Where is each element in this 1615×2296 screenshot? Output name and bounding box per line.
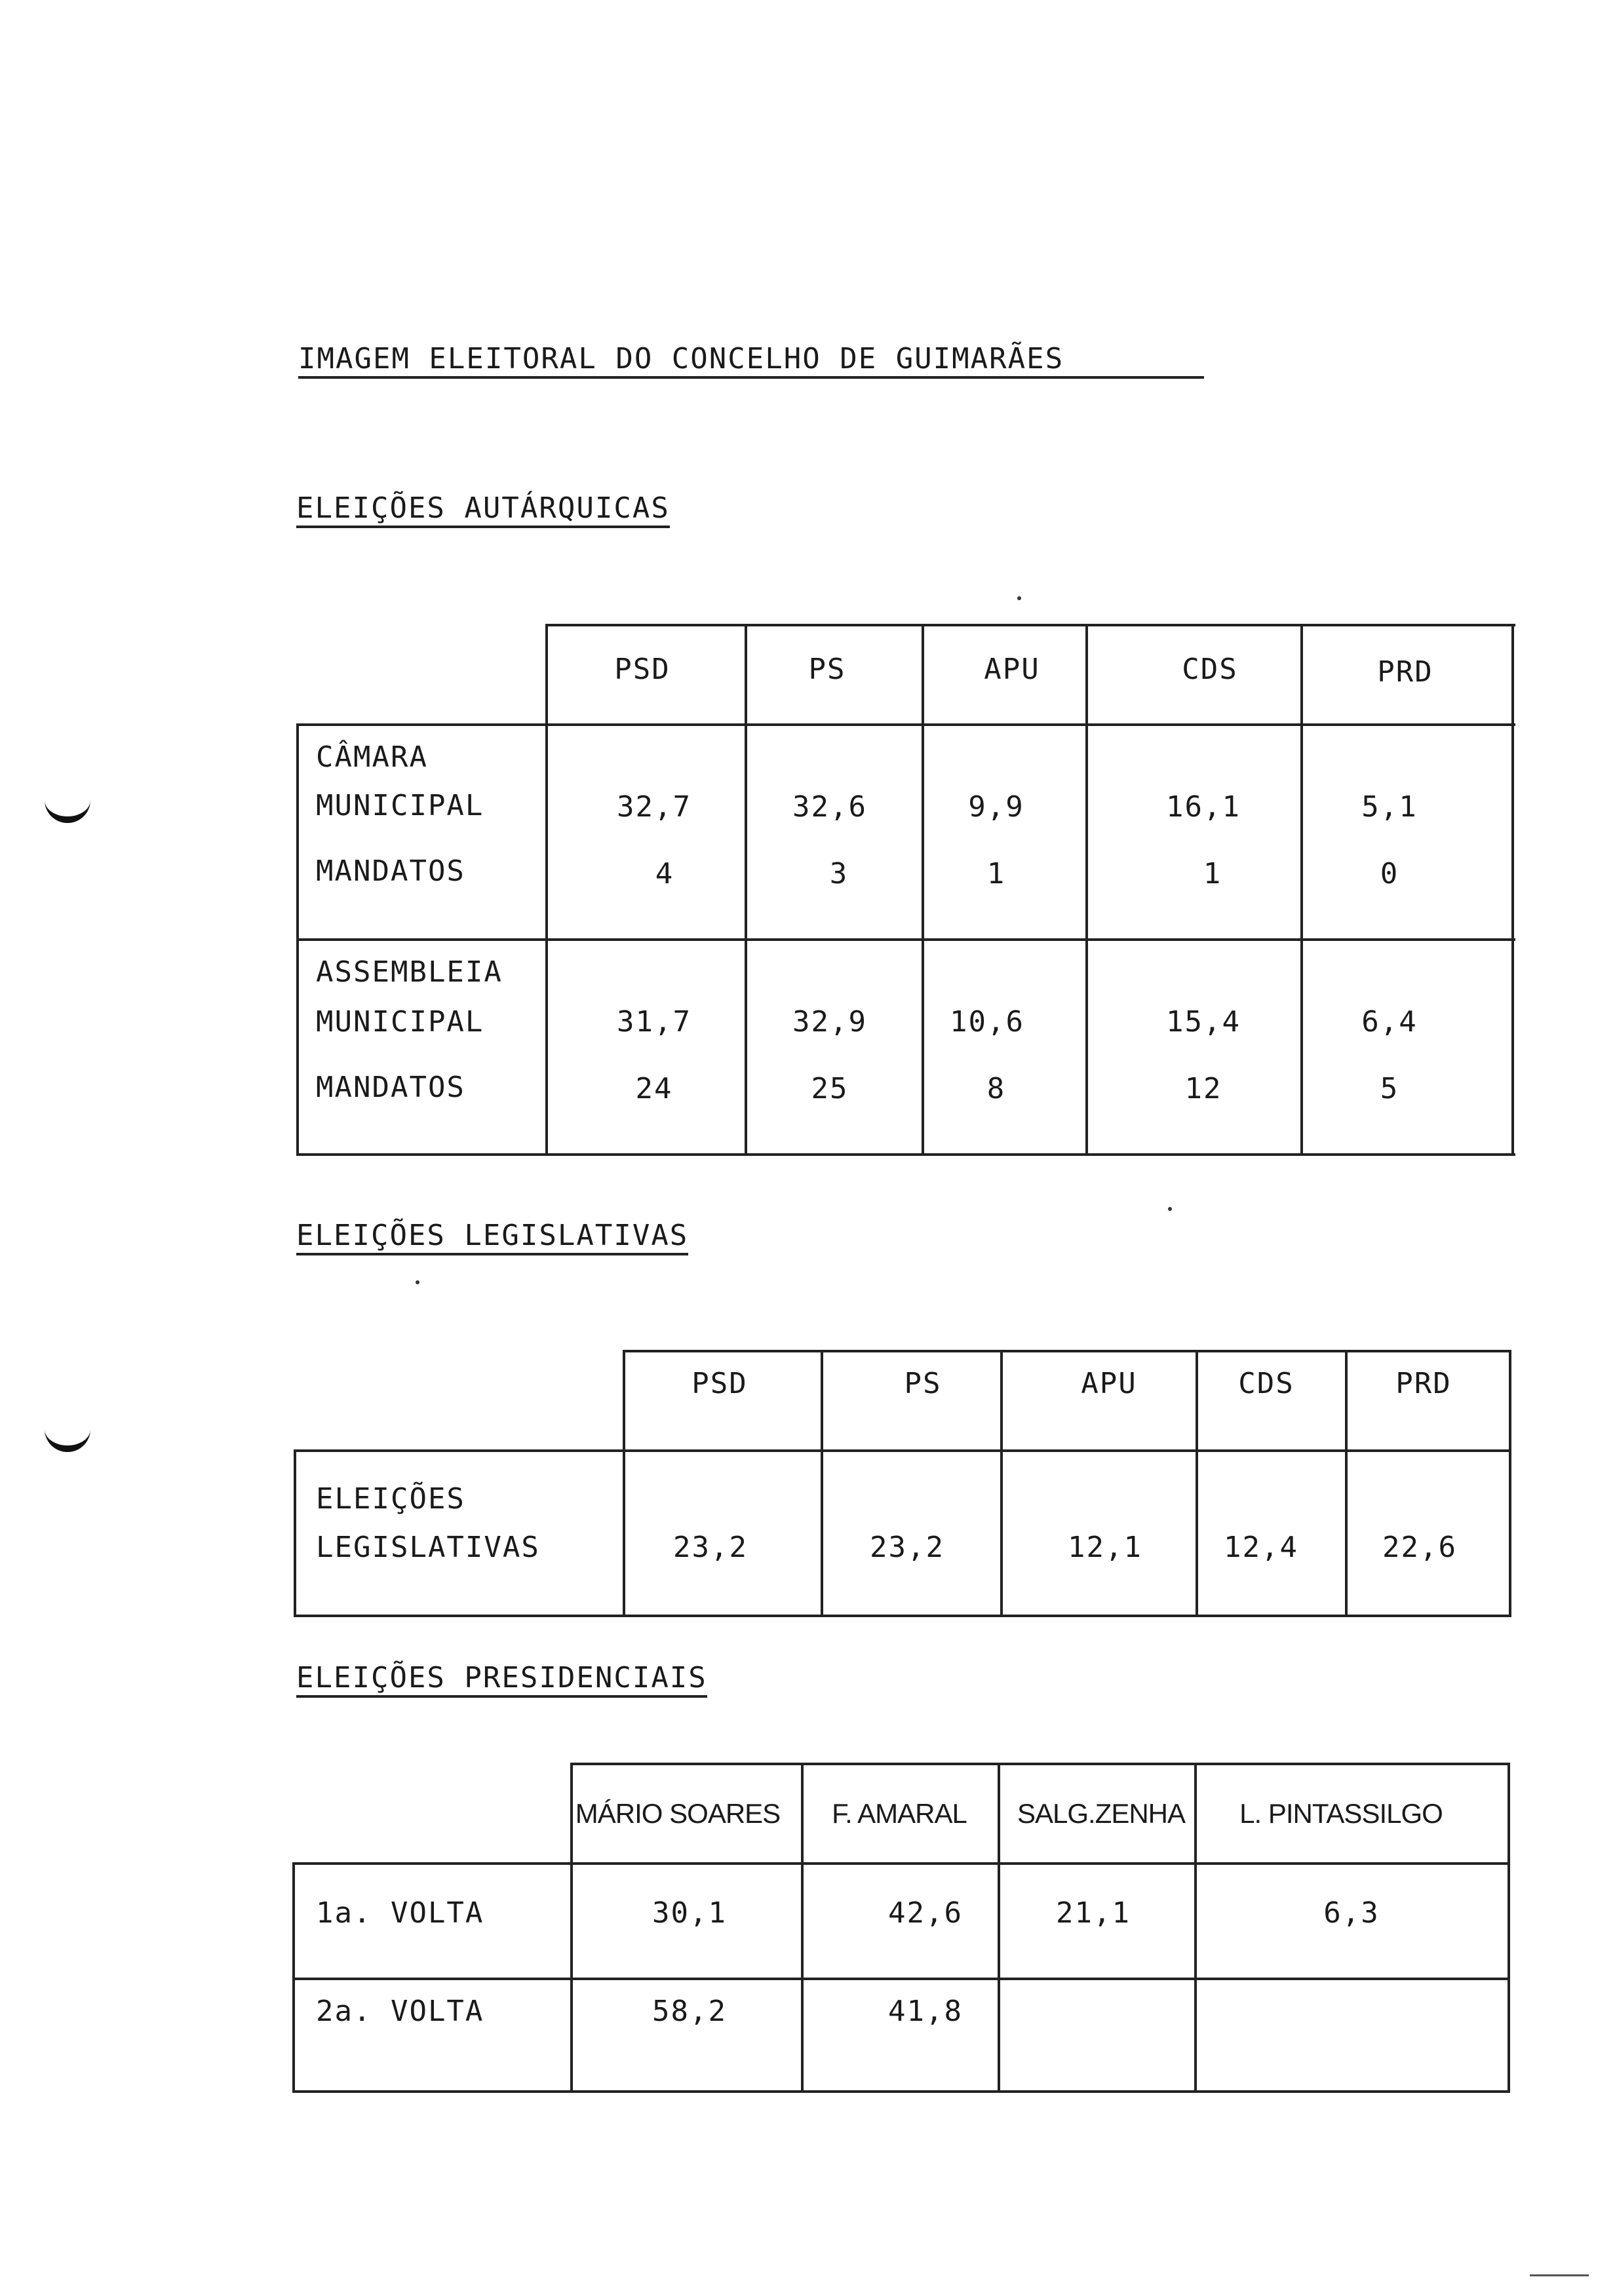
candidate-header: MÁRIO SOARES bbox=[575, 1798, 781, 1829]
autarquicas-heading: ELEIÇÕES AUTÁRQUICAS bbox=[296, 491, 670, 528]
mandate-count: 8 bbox=[986, 1072, 1006, 1105]
party-header: PSD bbox=[614, 653, 671, 686]
vote-percentage: 6,3 bbox=[1323, 1896, 1380, 1930]
vote-percentage: 10,6 bbox=[950, 1005, 1024, 1039]
vote-percentage: 23,2 bbox=[673, 1531, 748, 1564]
row-label: 1a. VOLTA bbox=[316, 1896, 484, 1930]
candidate-header: SALG.ZENHA bbox=[1017, 1798, 1186, 1829]
party-header: APU bbox=[984, 653, 1040, 686]
candidate-header: L. PINTASSILGO bbox=[1239, 1798, 1443, 1829]
mandate-count: 25 bbox=[811, 1072, 849, 1105]
document-title: IMAGEM ELEITORAL DO CONCELHO DE GUIMARÃES bbox=[298, 342, 1204, 379]
vote-percentage: 12,4 bbox=[1224, 1531, 1298, 1564]
row-label: MUNICIPAL bbox=[316, 1005, 484, 1039]
vote-percentage: 15,4 bbox=[1166, 1005, 1241, 1039]
mandate-count: 3 bbox=[829, 857, 849, 890]
vote-percentage: 5,1 bbox=[1361, 790, 1418, 824]
row-label: MANDATOS bbox=[316, 1071, 465, 1104]
vote-percentage: 21,1 bbox=[1056, 1896, 1131, 1930]
party-header: PS bbox=[904, 1367, 942, 1400]
party-header: CDS bbox=[1182, 653, 1238, 686]
vote-percentage: 22,6 bbox=[1382, 1531, 1457, 1564]
vote-percentage: 42,6 bbox=[888, 1896, 963, 1930]
presidenciais-heading: ELEIÇÕES PRESIDENCIAIS bbox=[296, 1661, 707, 1698]
party-header: PRD bbox=[1377, 655, 1433, 689]
vote-percentage: 6,4 bbox=[1361, 1005, 1418, 1039]
legislativas-heading: ELEIÇÕES LEGISLATIVAS bbox=[296, 1219, 688, 1255]
party-header: APU bbox=[1081, 1367, 1137, 1400]
row-label: MUNICIPAL bbox=[316, 789, 484, 822]
punch-hole-mark bbox=[45, 1422, 90, 1452]
mandate-count: 24 bbox=[635, 1072, 673, 1105]
vote-percentage: 30,1 bbox=[652, 1896, 727, 1930]
row-label: MANDATOS bbox=[316, 854, 465, 888]
punch-hole-mark bbox=[45, 793, 90, 823]
scan-speck bbox=[1017, 596, 1021, 600]
scan-speck bbox=[416, 1280, 419, 1284]
vote-percentage: 23,2 bbox=[870, 1531, 944, 1564]
row-label: 2a. VOLTA bbox=[316, 1995, 484, 2028]
row-label: ELEIÇÕES bbox=[316, 1482, 465, 1516]
row-label: ASSEMBLEIA bbox=[316, 955, 503, 989]
vote-percentage: 31,7 bbox=[617, 1005, 691, 1039]
party-header: CDS bbox=[1238, 1367, 1294, 1400]
party-header: PS bbox=[808, 653, 846, 686]
vote-percentage: 32,9 bbox=[792, 1005, 867, 1039]
scan-edge-mark bbox=[1530, 2274, 1589, 2276]
mandate-count: 12 bbox=[1184, 1072, 1222, 1105]
vote-percentage: 9,9 bbox=[968, 790, 1024, 824]
vote-percentage: 32,7 bbox=[617, 790, 691, 824]
mandate-count: 4 bbox=[655, 857, 674, 890]
candidate-header: F. AMARAL bbox=[832, 1798, 967, 1829]
mandate-count: 1 bbox=[1203, 857, 1222, 890]
row-label: LEGISLATIVAS bbox=[316, 1531, 540, 1564]
row-label: CÂMARA bbox=[316, 740, 428, 774]
vote-percentage: 58,2 bbox=[652, 1995, 727, 2028]
vote-percentage: 12,1 bbox=[1068, 1531, 1142, 1564]
scan-speck bbox=[1168, 1207, 1172, 1211]
mandate-count: 0 bbox=[1380, 857, 1399, 890]
vote-percentage: 16,1 bbox=[1166, 790, 1241, 824]
party-header: PRD bbox=[1395, 1367, 1452, 1400]
mandate-count: 5 bbox=[1380, 1072, 1399, 1105]
vote-percentage: 32,6 bbox=[792, 790, 867, 824]
mandate-count: 1 bbox=[986, 857, 1006, 890]
party-header: PSD bbox=[691, 1367, 748, 1400]
vote-percentage: 41,8 bbox=[888, 1995, 963, 2028]
